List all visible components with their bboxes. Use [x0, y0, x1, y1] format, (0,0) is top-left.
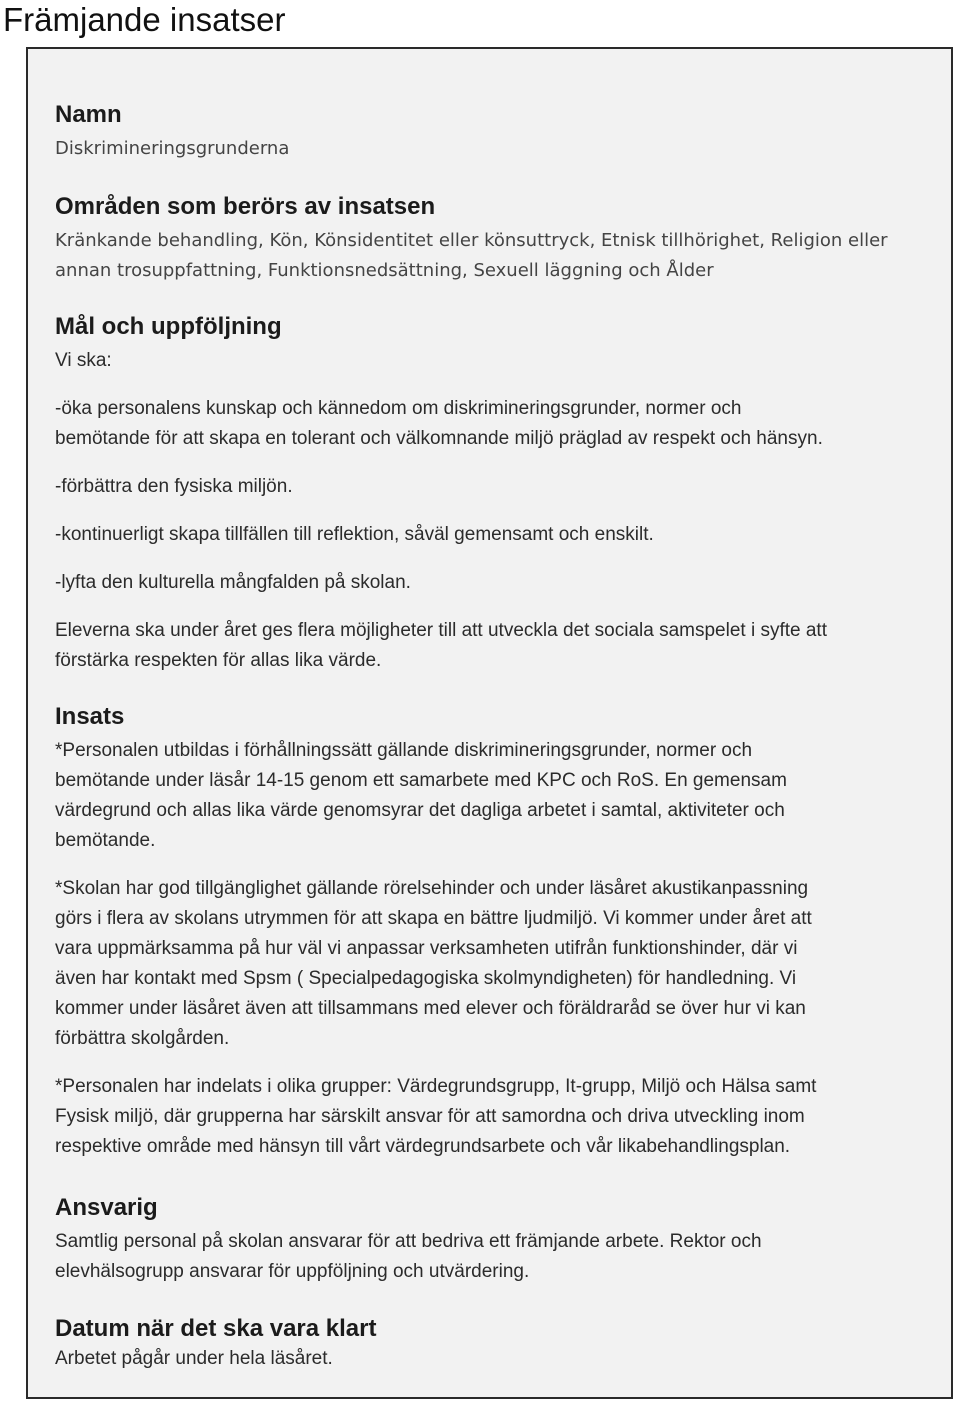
ansvarig-line: Samtlig personal på skolan ansvarar för att bedriva ett främjande arbete. Rektor och: [55, 1231, 762, 1252]
content-box: [26, 47, 953, 1399]
section-insats: [55, 702, 935, 1162]
insats-line: respektive område med hänsyn till vårt värdegrundsarbete och vår likabehandlingsplan.: [55, 1136, 791, 1157]
mal-line: förstärka respekten för allas lika värde.: [55, 650, 382, 671]
insats-line: bemötande under läsår 14-15 genom ett samarbete med KPC och RoS. En gemensam: [55, 770, 787, 791]
insats-line: *Personalen utbildas i förhållningssätt gällande diskrimineringsgrunder, normer och: [55, 740, 753, 761]
heading-ansvarig: Ansvarig: [55, 1194, 158, 1221]
insats-line: vara uppmärksamma på hur väl vi anpassar verksamheten utifrån funktionshinder, där vi: [55, 938, 798, 959]
omraden-line: annan trosuppfattning, Funktionsnedsättning, Sexuell läggning och Ålder: [55, 260, 714, 281]
section-namn: [55, 100, 935, 164]
heading-namn: Namn: [55, 101, 122, 128]
mal-intro: Vi ska:: [55, 350, 112, 371]
section-datum: [55, 1314, 935, 1374]
insats-line: värdegrund och allas lika värde genomsyrar det dagliga arbetet i samtal, aktiviteter och: [55, 800, 785, 821]
namn-value: Diskrimineringsgrunderna: [55, 138, 290, 159]
insats-line: bemötande.: [55, 830, 156, 851]
heading-omraden: Områden som berörs av insatsen: [55, 193, 436, 220]
insats-line: Fysisk miljö, där grupperna har särskilt ansvar för att samordna och driva utveckling inom: [55, 1106, 805, 1127]
mal-line: bemötande för att skapa en tolerant och välkomnande miljö präglad av respekt och hänsyn.: [55, 428, 823, 449]
heading-mal: Mål och uppföljning: [55, 313, 282, 340]
mal-line: -öka personalens kunskap och kännedom om diskrimineringsgrunder, normer och: [55, 398, 742, 419]
heading-insats: Insats: [55, 703, 125, 730]
mal-line: Eleverna ska under året ges flera möjligheter till att utveckla det sociala samspelet i syfte att: [55, 620, 827, 641]
heading-datum: Datum när det ska vara klart: [55, 1315, 377, 1342]
page-title: Främjande insatser: [3, 1, 286, 38]
mal-line: -kontinuerligt skapa tillfällen till reflektion, såväl gemensamt och enskilt.: [55, 524, 654, 545]
section-omraden: [55, 192, 935, 286]
insats-line: kommer under läsåret även att tillsammans med elever och föräldraråd se över hur vi kan: [55, 998, 806, 1019]
insats-line: förbättra skolgården.: [55, 1028, 230, 1049]
ansvarig-line: elevhälsogrupp ansvarar för uppföljning och utvärdering.: [55, 1261, 530, 1282]
section-mal: [55, 312, 935, 676]
omraden-line: Kränkande behandling, Kön, Könsidentitet eller könsuttryck, Etnisk tillhörighet, Religion eller: [55, 230, 888, 251]
insats-line: *Personalen har indelats i olika grupper: Värdegrundsgrupp, It-grupp, Miljö och Hälsa samt: [55, 1076, 817, 1097]
mal-line: -förbättra den fysiska miljön.: [55, 476, 293, 497]
insats-line: även har kontakt med Spsm ( Specialpedagogiska skolmyndigheten) för handledning. Vi: [55, 968, 797, 989]
insats-line: *Skolan har god tillgänglighet gällande rörelsehinder och under läsåret akustikanpassning: [55, 878, 809, 899]
datum-value: Arbetet pågår under hela läsåret.: [55, 1348, 333, 1369]
mal-line: -lyfta den kulturella mångfalden på skolan.: [55, 572, 411, 593]
insats-line: görs i flera av skolans utrymmen för att skapa en bättre ljudmiljö. Vi kommer under året att: [55, 908, 812, 929]
section-ansvarig: [55, 1193, 935, 1287]
